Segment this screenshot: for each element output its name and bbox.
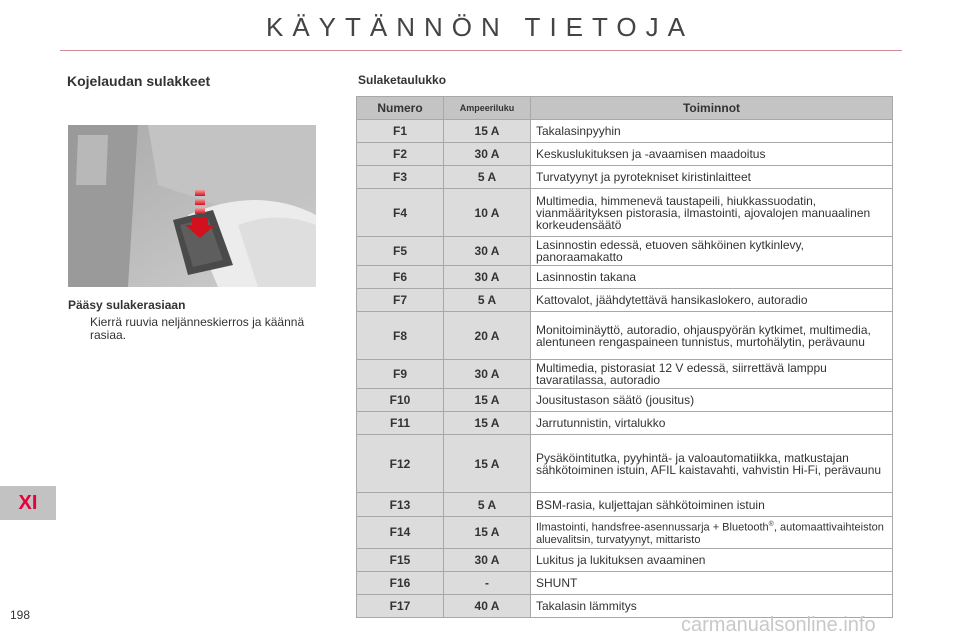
fuse-number: F15 [357,548,444,571]
table-row [357,120,893,143]
table-row [357,143,893,166]
fuse-number: F12 [357,435,444,493]
table-row [357,517,893,549]
section-heading: Kojelaudan sulakkeet [67,73,211,89]
fuse-amperage: 15 A [444,435,531,493]
column-header-number: Numero [357,97,444,120]
fuse-box-illustration [68,125,316,287]
fuse-function-part: , automaattivaihteiston aluevalitsin, turvatyynyt, mittaristo [536,521,884,546]
table-row [357,312,893,360]
fuse-function-part: Ilmastointi, handsfree-asennussarja + Bluetooth [536,521,769,534]
column-header-amperage: Ampeeriluku [444,97,531,120]
page-number: 198 [10,608,31,622]
fuse-number: F13 [357,493,444,517]
table-row [357,389,893,412]
table-row [357,571,893,594]
fuse-function: Takalasin lämmitys [531,594,893,617]
fuse-function: Pysäköintitutka, pyyhintä- ja valoautomatiikka, matkustajan sähkötoiminen istuin, AFIL kaistavahti, vahvistin Hi-Fi, perävaunu [531,435,893,493]
fuse-amperage: 5 A [444,289,531,312]
bullet-icon [70,316,90,342]
page-title: KÄYTÄNNÖN TIETOJA [266,12,694,42]
fuse-number: F17 [357,594,444,617]
table-row [357,412,893,435]
table-row [357,435,893,493]
fuse-number: F11 [357,412,444,435]
fuse-box-photo [68,125,316,287]
fuse-number: F6 [357,266,444,289]
registered-mark: ® [768,521,774,528]
fuse-function: BSM-rasia, kuljettajan sähkötoiminen istuin [531,493,893,517]
fuse-function: Lasinnostin edessä, etuoven sähköinen kytkinlevy, panoraamakatto [531,237,893,266]
fuse-amperage: 30 A [444,237,531,266]
fuse-amperage: 15 A [444,389,531,412]
column-header-functions: Toiminnot [531,97,893,120]
fuse-amperage: 15 A [444,120,531,143]
fuse-function: Keskuslukituksen ja -avaamisen maadoitus [531,143,893,166]
fuse-number: F8 [357,312,444,360]
fuse-function: Kattovalot, jäähdytettävä hansikaslokero, autoradio [531,289,893,312]
fuse-function: Jarrutunnistin, virtalukko [531,412,893,435]
fuse-number: F9 [357,360,444,389]
fuse-amperage: 30 A [444,143,531,166]
table-row [357,493,893,517]
fuse-function: Multimedia, himmenevä taustapeili, hiukkassuodatin, vianmäärityksen pistorasia, ilmastointi, ajovalojen manuaalinen korkeudensäätö [531,189,893,237]
fuse-number: F3 [357,166,444,189]
fuse-function: Monitoiminäyttö, autoradio, ohjauspyörän kytkimet, multimedia, alentuneen rengaspaineen tunnistus, murtohälytin, perävaunu [531,312,893,360]
fuse-amperage: 30 A [444,266,531,289]
fuse-amperage: 30 A [444,548,531,571]
fuse-number: F5 [357,237,444,266]
table-title: Sulaketaulukko [358,73,447,87]
instruction-item [70,316,320,342]
fuse-amperage: 20 A [444,312,531,360]
fuse-amperage: 5 A [444,166,531,189]
fuse-function: Lasinnostin takana [531,266,893,289]
fuse-amperage: 5 A [444,493,531,517]
table-row [357,266,893,289]
fuse-function: Multimedia, pistorasiat 12 V edessä, siirrettävä lamppu tavaratilassa, autoradio [531,360,893,389]
table-row [357,189,893,237]
instruction-text: Kierrä ruuvia neljänneskierros ja käännä rasiaa. [90,315,305,342]
fuse-amperage: 10 A [444,189,531,237]
fuse-amperage: 30 A [444,360,531,389]
fuse-amperage: - [444,571,531,594]
watermark: carmanualsonline.info [681,614,876,636]
table-row [357,289,893,312]
fuse-number: F7 [357,289,444,312]
fuse-number: F16 [357,571,444,594]
table-row [357,360,893,389]
table-row [357,237,893,266]
fuse-function: Jousitustason säätö (jousitus) [531,389,893,412]
table-row [357,166,893,189]
fuse-table [356,96,893,618]
title-rule [60,50,902,51]
fuse-amperage: 15 A [444,517,531,549]
chapter-tab: XI [0,486,56,520]
fuse-number: F10 [357,389,444,412]
fuse-function: Takalasinpyyhin [531,120,893,143]
fuse-function: Turvatyynyt ja pyrotekniset kiristinlaitteet [531,166,893,189]
fuse-function: SHUNT [531,571,893,594]
fuse-function: Lukitus ja lukituksen avaaminen [531,548,893,571]
fuse-amperage: 40 A [444,594,531,617]
access-heading: Pääsy sulakerasiaan [68,298,186,312]
fuse-amperage: 15 A [444,412,531,435]
fuse-number: F2 [357,143,444,166]
fuse-function [531,517,893,549]
table-row [357,548,893,571]
fuse-number: F14 [357,517,444,549]
fuse-number: F1 [357,120,444,143]
fuse-number: F4 [357,189,444,237]
